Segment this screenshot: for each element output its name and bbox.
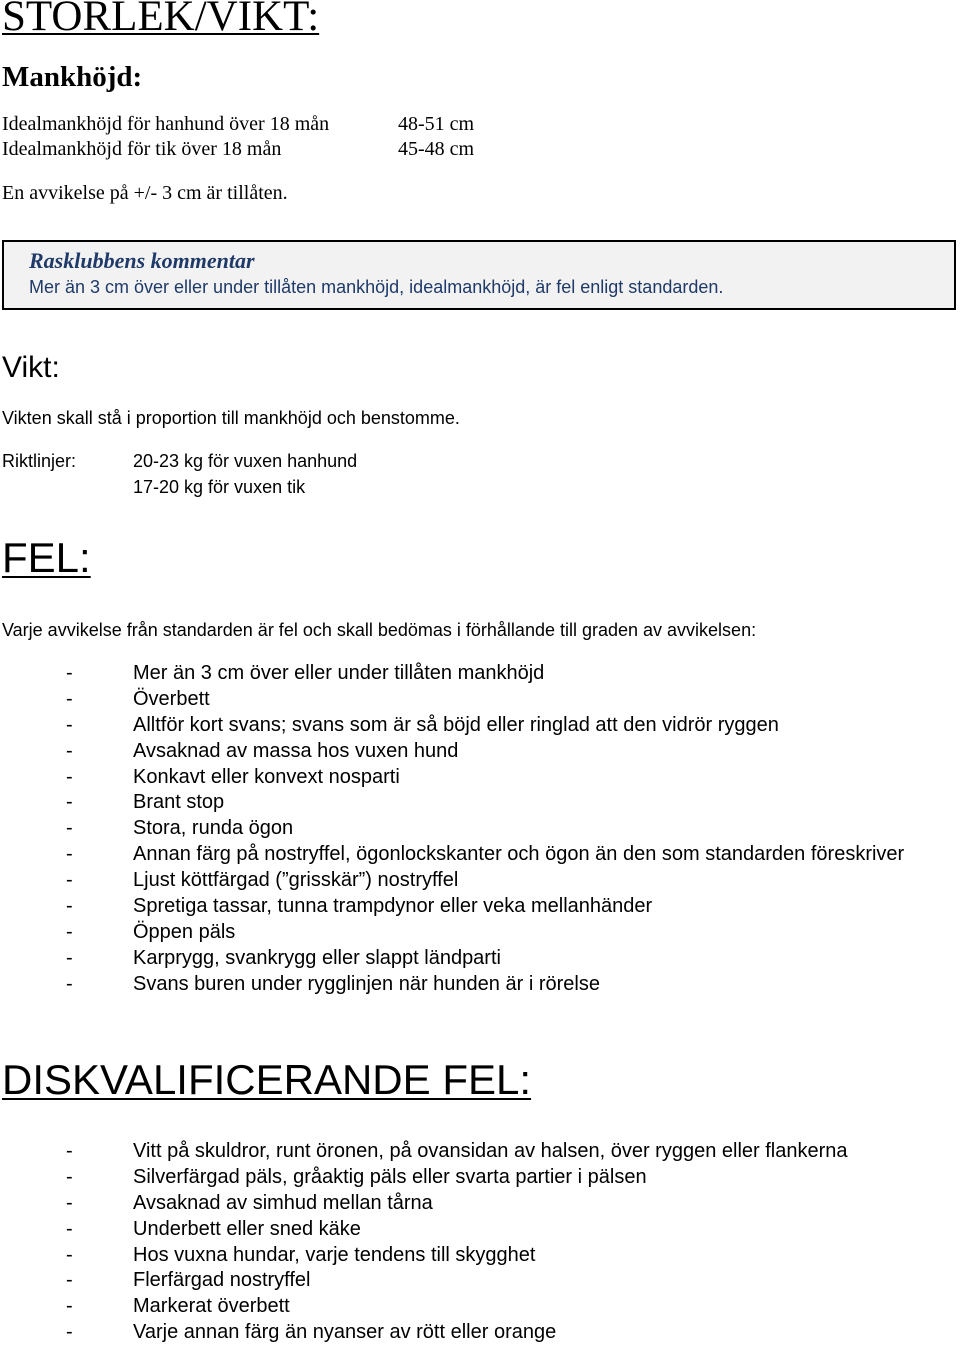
list-item-text: Underbett eller sned käke	[133, 1217, 361, 1240]
list-dash: -	[66, 765, 73, 788]
list-item-text: Hos vuxna hundar, varje tendens till skygghet	[133, 1243, 536, 1266]
list-item-text: Flerfärgad nostryffel	[133, 1269, 311, 1292]
list-dash: -	[66, 1269, 73, 1292]
list-dash: -	[66, 1295, 73, 1318]
list-item	[0, 893, 960, 919]
list-dash: -	[66, 687, 73, 710]
list-item-text: Annan färg på nostryffel, ögonlockskanter och ögon än den som standarden föreskriver	[133, 843, 905, 866]
list-dash: -	[66, 1243, 73, 1266]
list-item	[0, 1319, 960, 1345]
list-item	[0, 1190, 960, 1216]
list-item	[0, 738, 960, 764]
list-item-text: Vitt på skuldror, runt öronen, på ovansidan av halsen, över ryggen eller flankerna	[133, 1140, 848, 1162]
page-title: STORLEK/VIKT:	[2, 0, 320, 40]
list-item	[0, 1293, 960, 1319]
list-dash: -	[66, 791, 73, 814]
mankhojd-row-label: Idealmankhöjd för hanhund över 18 mån	[2, 113, 330, 135]
list-item-text: Konkavt eller konvext nosparti	[133, 765, 400, 788]
list-dash: -	[66, 1191, 73, 1214]
list-dash: -	[66, 739, 73, 762]
list-item	[0, 1216, 960, 1242]
list-dash: -	[66, 869, 73, 892]
list-item	[0, 686, 960, 712]
list-item	[0, 1242, 960, 1268]
disqualifying-list	[0, 1138, 960, 1345]
list-dash: -	[66, 843, 73, 866]
list-dash: -	[66, 972, 73, 995]
list-item-text: Markerat överbett	[133, 1295, 290, 1318]
comment-heading: Rasklubbens kommentar	[29, 248, 255, 273]
list-item-text: Stora, runda ögon	[133, 817, 294, 840]
list-item	[0, 789, 960, 815]
disqualifying-heading: DISKVALIFICERANDE FEL:	[2, 1056, 532, 1103]
list-item-text: Varje annan färg än nyanser av rött eller orange	[133, 1321, 557, 1344]
list-item	[0, 660, 960, 686]
breed-club-comment-box	[2, 240, 956, 310]
mankhojd-heading: Mankhöjd:	[2, 61, 143, 93]
vikt-text: Vikten skall stå i proportion till mankhöjd och benstomme.	[2, 408, 460, 428]
list-dash: -	[66, 1217, 73, 1240]
list-item-text: Avsaknad av simhud mellan tårna	[133, 1191, 433, 1214]
list-dash: -	[66, 713, 73, 736]
list-item-text: Mer än 3 cm över eller under tillåten mankhöjd	[133, 662, 545, 684]
guideline-item: 17-20 kg för vuxen tik	[133, 477, 306, 497]
guideline-item: 20-23 kg för vuxen hanhund	[133, 451, 358, 471]
list-dash: -	[66, 1165, 73, 1188]
comment-text: Mer än 3 cm över eller under tillåten mankhöjd, idealmankhöjd, är fel enligt standarden.	[29, 277, 724, 297]
list-item	[0, 815, 960, 841]
fel-list	[0, 660, 960, 997]
fel-intro: Varje avvikelse från standarden är fel och skall bedömas i förhållande till graden av avvikelsen:	[2, 620, 757, 640]
list-dash: -	[66, 817, 73, 840]
list-item	[0, 764, 960, 790]
list-dash: -	[66, 1321, 73, 1344]
list-dash: -	[66, 895, 73, 918]
list-item	[0, 712, 960, 738]
list-item	[0, 867, 960, 893]
list-item-text: Karprygg, svankrygg eller slappt ländparti	[133, 946, 501, 969]
list-item	[0, 1138, 960, 1164]
list-item-text: Överbett	[133, 687, 210, 710]
list-item	[0, 1267, 960, 1293]
list-dash: -	[66, 946, 73, 969]
list-item	[0, 919, 960, 945]
list-item-text: Brant stop	[133, 791, 225, 814]
list-item	[0, 841, 960, 867]
list-item-text: Spretiga tassar, tunna trampdynor eller veka mellanhänder	[133, 895, 653, 918]
list-item-text: Ljust köttfärgad (”grisskär”) nostryffel	[133, 869, 459, 892]
list-dash: -	[66, 920, 73, 943]
list-item-text: Svans buren under rygglinjen när hunden är i rörelse	[133, 972, 600, 995]
list-item	[0, 1164, 960, 1190]
tolerance-note: En avvikelse på +/- 3 cm är tillåten.	[2, 182, 288, 204]
list-dash: -	[66, 1140, 73, 1162]
list-item	[0, 971, 960, 997]
list-item-text: Avsaknad av massa hos vuxen hund	[133, 739, 459, 762]
mankhojd-row-value: 45-48 cm	[398, 138, 475, 160]
list-dash: -	[66, 662, 73, 684]
mankhojd-row-label: Idealmankhöjd för tik över 18 mån	[2, 138, 282, 160]
vikt-heading: Vikt:	[2, 351, 60, 384]
list-item	[0, 945, 960, 971]
list-item-text: Silverfärgad päls, gråaktig päls eller svarta partier i pälsen	[133, 1165, 647, 1188]
fel-heading: FEL:	[2, 534, 91, 581]
guidelines-label: Riktlinjer:	[2, 451, 77, 471]
list-item-text: Öppen päls	[133, 920, 236, 943]
mankhojd-row-value: 48-51 cm	[398, 113, 475, 135]
list-item-text: Alltför kort svans; svans som är så böjd eller ringlad att den vidrör ryggen	[133, 713, 779, 736]
